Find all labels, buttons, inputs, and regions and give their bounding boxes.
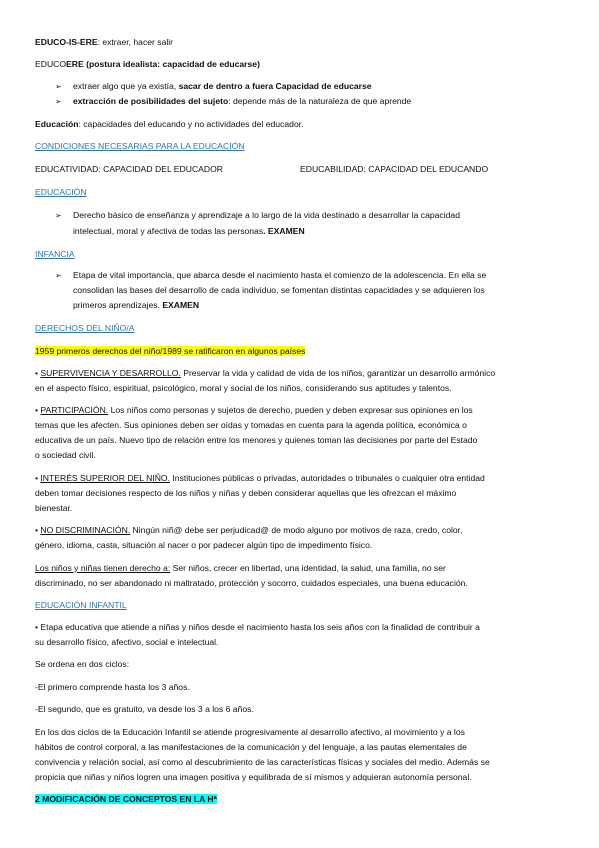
arrowhead-bullet-icon: ➢	[55, 82, 62, 91]
final-l4: propicia que niñas y niños logren una imagen positiva y equilibrada de sí mismos y adquieran autonomía personal.	[35, 772, 472, 782]
line-educacion-def	[35, 119, 304, 130]
participacion-l1-text: Los niños como personas y sujetos de derecho, pueden y deben expresar sus opiniones en los	[108, 405, 473, 415]
derecho-a-l1-text: Ser niños, crecer en libertad, una identidad, la salud, una familia, no ser	[170, 563, 446, 573]
final-l2: hábitos de control corporal, a las manifestaciones de la comunicación y del lenguaje, a las pautas elementales de	[35, 742, 467, 752]
infancia-bullet-l2: consolidan las bases del desarrollo de cada individuo, se fomentan distintas capacidades y se adquieren los	[73, 285, 485, 295]
bullet-extraccion	[73, 96, 411, 107]
ciclos-intro: Se ordena en dos ciclos:	[35, 659, 130, 669]
line-educatividad: EDUCATIVIDAD: CAPACIDAD DEL EDUCADOR	[35, 164, 223, 174]
supervivencia-lead: •	[35, 368, 41, 378]
term-educoiseer-rest: : extraer, hacer salir	[97, 37, 174, 47]
interes-l2: deben tomar decisiones respecto de los niños y niñas y deben considerar aquellas que les ofrezcan el máximo	[35, 488, 457, 498]
derecho-a-l2: discriminado, no ser abandonado ni maltratado, protección y socorro, cuidados especiales, una buena educación.	[35, 578, 468, 588]
participacion-lead: •	[35, 405, 41, 415]
educacion-bullet-exam: . EXAMEN	[263, 226, 305, 236]
bullet-extraccion-tail: : depende más de la naturaleza de que aprende	[228, 96, 412, 106]
term-educoere-bold: ERE (postura idealista: capacidad de educarse)	[66, 59, 260, 69]
interes-lead: •	[35, 473, 41, 483]
heading-derechos[interactable]: DERECHOS DEL NIÑO/A	[35, 323, 135, 333]
derechos-highlight	[35, 346, 305, 357]
arrowhead-bullet-icon: ➢	[55, 271, 62, 280]
supervivencia-l1	[35, 368, 495, 379]
participacion-l3: educativa de un país. Nuevo tipo de relación entre los menores y quienes toman las decisiones por parte del Estado	[35, 435, 478, 445]
interes-l1-text: Instituciones públicas o privadas, autoridades o tribunales o cualquier otra entidad	[169, 473, 485, 483]
derechos-highlight-text: 1959 primeros derechos del niño/1989 se ratificaron en algunos países	[35, 346, 306, 356]
bullet-extraer-plain: extraer algo que ya existía,	[73, 81, 179, 91]
ciclo-1: -El primero comprende hasta los 3 años.	[35, 682, 190, 692]
final-l3: convivencia y relación social, así como al descubrimiento de las características físicas y sociales del medio. Además se	[35, 757, 490, 767]
nodiscriminacion-l2: género, idioma, casta, situación al nacer o por padecer algún tipo de impedimento físico.	[35, 540, 373, 550]
bullet-extraccion-bold: extracción de posibilidades del sujeto	[73, 96, 229, 106]
heading-infancia[interactable]: INFANCIA	[35, 249, 75, 259]
arrowhead-bullet-icon: ➢	[55, 211, 62, 220]
educacion-bullet-l2-text: intelectual, moral y afectiva de todas las personas	[73, 226, 264, 236]
educacion-bullet-l1: Derecho básico de enseñanza y aprendizaje a lo largo de la vida destinado a desarrollar la capacidad	[73, 210, 460, 220]
infancia-bullet-l1: Etapa de vital importancia, que abarca desde el nacimiento hasta el comienzo de la adolescencia. En ella se	[73, 270, 487, 280]
derecho-a-title: Los niños y niñas tienen derecho a:	[35, 563, 171, 573]
bullet-extraer-bold: sacar de dentro a fuera Capacidad de educarse	[178, 81, 372, 91]
arrowhead-bullet-icon: ➢	[55, 97, 62, 106]
interes-l1	[35, 473, 485, 484]
line-educoere	[35, 59, 260, 70]
heading-educacion[interactable]: EDUCACIÓN	[35, 187, 87, 197]
supervivencia-l1-text: Preservar la vida y calidad de vida de los niños, garantizar un desarrollo armónico	[180, 368, 496, 378]
nodiscriminacion-lead: •	[35, 525, 41, 535]
interes-l3: bienestar.	[35, 503, 73, 513]
heading-modificacion-text: 2 MODIFICACIÓN DE CONCEPTOS EN LA Hª	[35, 794, 217, 804]
nodiscriminacion-l1	[35, 525, 462, 536]
final-l1: En los dos ciclos de la Educación Infantil se atiende progresivamente al desarrollo afectivo, al movimiento y a los	[35, 727, 465, 737]
participacion-l2: temas que les afecten. Sus opiniones deben ser oídas y tomadas en cuenta para la agenda política, económica o	[35, 420, 467, 430]
bullet-extraer	[73, 81, 372, 92]
infancia-bullet-l3-text: primeros aprendizajes.	[73, 300, 163, 310]
term-educoere-pre: EDUCO	[35, 59, 67, 69]
heading-modificacion	[35, 794, 217, 805]
participacion-l4: o sociedad civil.	[35, 450, 96, 460]
interes-title: INTERÉS SUPERIOR DEL NIÑO.	[40, 473, 170, 483]
ciclo-2: -El segundo, que es gratuito, va desde los 3 a los 6 años.	[35, 704, 254, 714]
infancia-bullet-l3	[73, 300, 199, 311]
supervivencia-title: SUPERVIVENCIA Y DESARROLLO.	[40, 368, 181, 378]
term-educoiseer: EDUCO-IS-ERE	[35, 37, 98, 47]
line-educoiseer	[35, 37, 173, 48]
nodiscriminacion-l1-text: Ningún niñ@ debe ser perjudicad@ de modo alguno por motivos de raza, credo, color,	[130, 525, 463, 535]
supervivencia-l2: en el aspecto físico, espiritual, psicológico, moral y social de los niños, considerando sus aptitudes y talentos.	[35, 383, 452, 393]
participacion-title: PARTICIPACIÓN.	[40, 405, 109, 415]
infancia-bullet-exam: EXAMEN	[162, 300, 200, 310]
derecho-a-l1	[35, 563, 446, 574]
infantil-l1: • Etapa educativa que atiende a niñas y niños desde el nacimiento hasta los seis años con la finalidad de contribuir a	[35, 622, 480, 632]
educacion-def-bold: Educación	[35, 119, 79, 129]
educacion-def-rest: : capacidades del educando y no actividades del educador.	[78, 119, 304, 129]
nodiscriminacion-title: NO DISCRIMINACIÓN.	[40, 525, 131, 535]
educacion-bullet-l2	[73, 226, 305, 237]
line-educabilidad: EDUCABILIDAD: CAPACIDAD DEL EDUCANDO	[300, 164, 489, 174]
heading-infantil[interactable]: EDUCACIÓN INFANTIL	[35, 600, 127, 610]
heading-condiciones[interactable]: CONDICIONES NECESARIAS PARA LA EDUCACIÓN	[35, 141, 245, 151]
infantil-l2: su desarrollo físico, afectivo, social e intelectual.	[35, 637, 219, 647]
participacion-l1	[35, 405, 473, 416]
